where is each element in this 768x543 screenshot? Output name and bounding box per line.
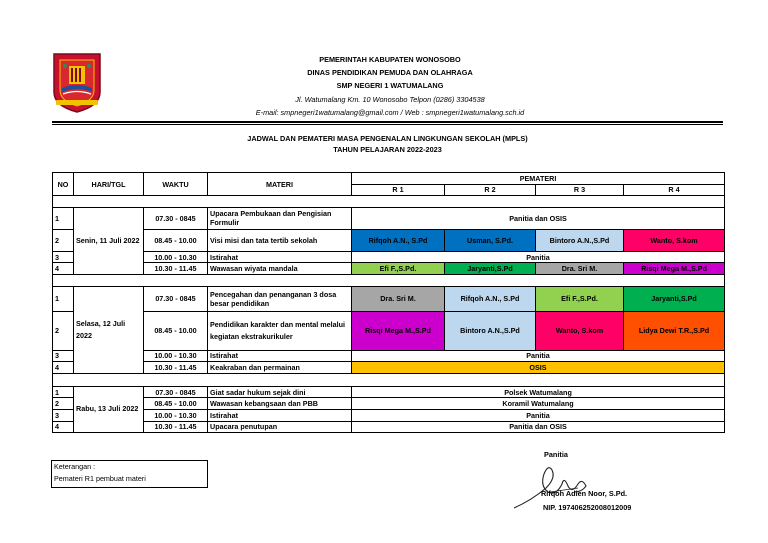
row-pemateri-all: Panitia <box>352 409 725 421</box>
letterhead <box>200 53 580 119</box>
table-row <box>53 398 725 410</box>
table-row <box>53 362 725 374</box>
row-pemateri-all: Panitia <box>352 251 725 263</box>
row-pemateri-all: Polsek Watumalang <box>352 386 725 398</box>
header-hari: HARI/TGL <box>74 173 144 196</box>
header-r3: R 3 <box>536 184 624 196</box>
pemateri-cell: Lidya Dewi T.R.,S.Pd <box>624 311 725 350</box>
row-materi: Istirahat <box>208 350 352 362</box>
row-materi: Keakraban dan permainan <box>208 362 352 374</box>
pemateri-cell: Efi F.,S.Pd. <box>536 286 624 311</box>
row-waktu: 10.30 - 11.45 <box>144 421 208 433</box>
header-r2: R 2 <box>445 184 536 196</box>
row-no: 4 <box>53 421 74 433</box>
pemateri-cell: Usman, S.Pd. <box>445 229 536 251</box>
row-materi: Upacara Pembukaan dan Pengisian Formulir <box>208 207 352 229</box>
row-no: 2 <box>53 229 74 251</box>
row-materi: Wawasan wiyata mandala <box>208 263 352 275</box>
row-waktu: 08.45 - 10.00 <box>144 398 208 410</box>
row-no: 2 <box>53 311 74 350</box>
row-waktu: 07.30 - 0845 <box>144 386 208 398</box>
table-row <box>53 350 725 362</box>
header-materi: MATERI <box>208 173 352 196</box>
regency-emblem-logo <box>52 52 102 114</box>
row-materi: Istirahat <box>208 251 352 263</box>
row-waktu: 07.30 - 0845 <box>144 207 208 229</box>
table-row <box>53 286 725 311</box>
spacer-row <box>53 196 725 208</box>
table-row <box>53 207 725 229</box>
table-row <box>53 409 725 421</box>
day-label: Selasa, 12 Juli 2022 <box>74 286 144 373</box>
letterhead-line1: PEMERINTAH KABUPATEN WONOSOBO <box>319 55 461 64</box>
row-no: 1 <box>53 386 74 398</box>
header-no: NO <box>53 173 74 196</box>
pemateri-cell: Wanto, S.kom <box>624 229 725 251</box>
document-title <box>150 133 625 155</box>
row-waktu: 10.00 - 10.30 <box>144 409 208 421</box>
pemateri-cell: Risqi Mega M.,S.Pd <box>624 263 725 275</box>
row-waktu: 08.45 - 10.00 <box>144 311 208 350</box>
row-materi: Wawasan kebangsaan dan PBB <box>208 398 352 410</box>
row-waktu: 10.30 - 11.45 <box>144 263 208 275</box>
signature-nip: NIP. 197406252008012009 <box>543 503 632 512</box>
table-row <box>53 229 725 251</box>
pemateri-cell: Jaryanti,S.Pd <box>624 286 725 311</box>
keterangan-label: Keterangan : <box>54 462 96 471</box>
signature-name: Rifqoh Adien Noor, S.Pd. <box>541 489 628 498</box>
pemateri-cell: Bintoro A.N.,S.Pd <box>445 311 536 350</box>
row-pemateri-all: OSIS <box>352 362 725 374</box>
row-materi: Pencegahan dan penanganan 3 dosa besar pendidikan <box>208 286 352 311</box>
row-no: 4 <box>53 362 74 374</box>
header-pemateri: PEMATERI <box>352 173 725 185</box>
day-label: Senin, 11 Juli 2022 <box>74 207 144 274</box>
pemateri-cell: Dra. Sri M. <box>536 263 624 275</box>
header-waktu: WAKTU <box>144 173 208 196</box>
keterangan-box <box>51 460 208 488</box>
row-no: 1 <box>53 207 74 229</box>
row-materi: Istirahat <box>208 409 352 421</box>
keterangan-text: Pemateri R1 pembuat materi <box>54 474 146 483</box>
pemateri-cell: Dra. Sri M. <box>352 286 445 311</box>
table-row <box>53 263 725 275</box>
day-label: Rabu, 13 Juli 2022 <box>74 386 144 432</box>
row-materi: Giat sadar hukum sejak dini <box>208 386 352 398</box>
row-pemateri-all: Panitia <box>352 350 725 362</box>
row-waktu: 08.45 - 10.00 <box>144 229 208 251</box>
letterhead-address: Jl. Watumalang Km. 10 Wonosobo Telpon (0286) 3304538 <box>295 94 485 104</box>
row-waktu: 10.00 - 10.30 <box>144 251 208 263</box>
header-row <box>53 173 725 185</box>
header-divider-thick <box>52 121 723 123</box>
row-no: 3 <box>53 350 74 362</box>
row-pemateri-all: Panitia dan OSIS <box>352 207 725 229</box>
row-no: 2 <box>53 398 74 410</box>
pemateri-cell: Wanto, S.kom <box>536 311 624 350</box>
pemateri-cell: Risqi Mega M.,S.Pd <box>352 311 445 350</box>
schedule-table <box>52 172 725 433</box>
letterhead-line2: DINAS PENDIDIKAN PEMUDA DAN OLAHRAGA <box>307 68 473 78</box>
pemateri-cell: Rifqoh A.N., S.Pd <box>352 229 445 251</box>
row-no: 4 <box>53 263 74 275</box>
header-r4: R 4 <box>624 184 725 196</box>
pemateri-cell: Bintoro A.N.,S.Pd <box>536 229 624 251</box>
row-materi: Visi misi dan tata tertib sekolah <box>208 229 352 251</box>
title-line1: JADWAL DAN PEMATERI MASA PENGENALAN LINGKUNGAN SEKOLAH (MPLS) <box>247 134 528 143</box>
letterhead-email: E-mail: smpnegeri1watumalang@gmail.com / Web : smpnegeri1watumalang.sch.id <box>255 107 525 117</box>
row-no: 3 <box>53 251 74 263</box>
pemateri-cell: Jaryanti,S.Pd <box>445 263 536 275</box>
pemateri-cell: Rifqoh A.N., S.Pd <box>445 286 536 311</box>
row-waktu: 10.30 - 11.45 <box>144 362 208 374</box>
row-materi: Upacara penutupan <box>208 421 352 433</box>
table-row <box>53 386 725 398</box>
pemateri-cell: Efi F.,S.Pd. <box>352 263 445 275</box>
row-materi: Pendidikan karakter dan mental melalui kegiatan ekstrakurikuler <box>208 311 352 350</box>
signature-role: Panitia <box>544 450 568 459</box>
row-waktu: 07.30 - 0845 <box>144 286 208 311</box>
row-pemateri-all: Panitia dan OSIS <box>352 421 725 433</box>
header-r1: R 1 <box>352 184 445 196</box>
table-row <box>53 421 725 433</box>
row-waktu: 10.00 - 10.30 <box>144 350 208 362</box>
table-row <box>53 251 725 263</box>
spacer-row <box>53 373 725 386</box>
title-line2: TAHUN PELAJARAN 2022-2023 <box>333 145 442 154</box>
spacer-row <box>53 274 725 286</box>
row-no: 3 <box>53 409 74 421</box>
letterhead-line3: SMP NEGERI 1 WATUMALANG <box>336 81 444 91</box>
row-pemateri-all: Koramil Watumalang <box>352 398 725 410</box>
row-no: 1 <box>53 286 74 311</box>
table-row <box>53 311 725 350</box>
header-divider-thin <box>52 124 723 125</box>
